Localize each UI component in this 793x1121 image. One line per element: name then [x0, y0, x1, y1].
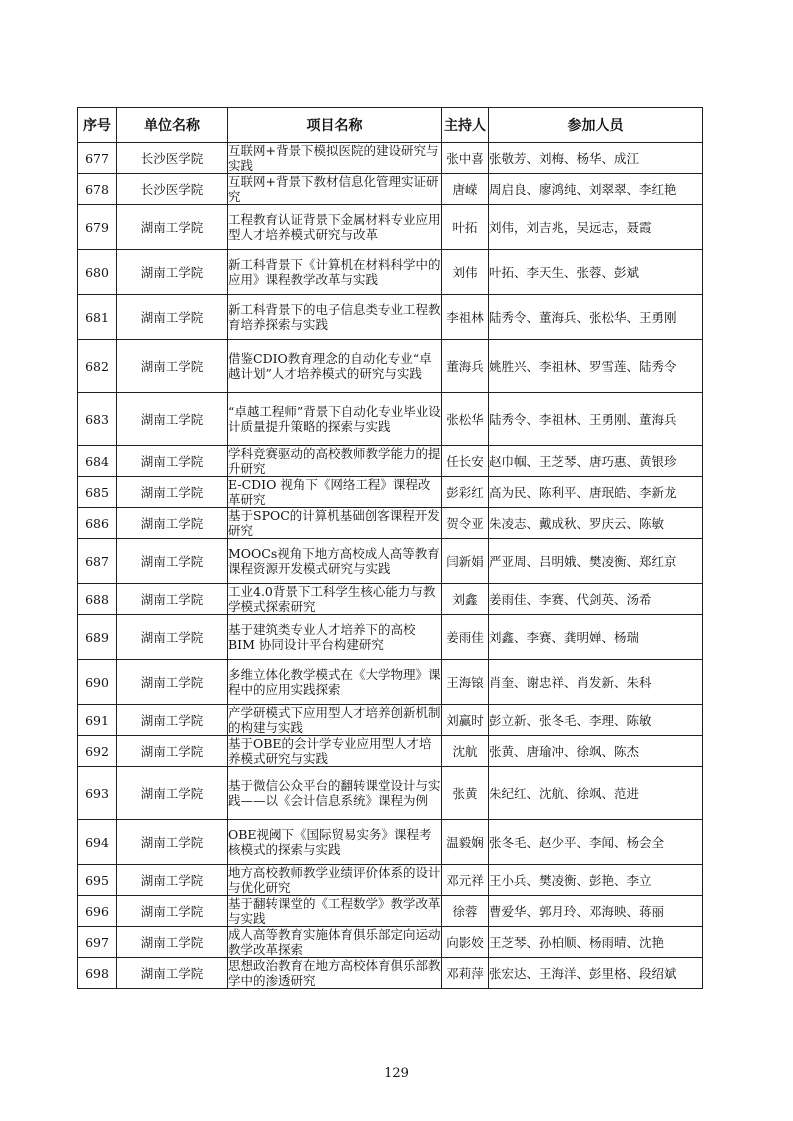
table-row: [78, 508, 703, 539]
unit-name: 湖南工学院: [117, 393, 228, 446]
row-number: 686: [78, 508, 117, 539]
unit-name: 湖南工学院: [117, 477, 228, 508]
header-members: 参加人员: [489, 108, 703, 143]
unit-name: 湖南工学院: [117, 820, 228, 865]
table-row: [78, 584, 703, 615]
project-table: [77, 107, 703, 989]
host-name: 闫新娟: [442, 539, 489, 584]
row-number: 696: [78, 896, 117, 927]
members: 姚胜兴、李祖林、罗雪莲、陆秀令: [489, 340, 703, 393]
table-row: [78, 615, 703, 660]
row-number: 698: [78, 958, 117, 989]
table-row: [78, 340, 703, 393]
host-name: 贺令亚: [442, 508, 489, 539]
members: 曹爱华、郭月玲、邓海映、蒋丽: [489, 896, 703, 927]
project-name: 地方高校教师教学业绩评价体系的设计与优化研究: [228, 865, 441, 895]
table-row: [78, 958, 703, 989]
project-name: 产学研模式下应用型人才培养创新机制的构建与实践: [228, 705, 441, 735]
host-name: 沈航: [442, 736, 489, 767]
members: 叶拓、李天生、张蓉、彭斌: [489, 250, 703, 295]
project-name: 互联网+背景下教材信息化管理实证研究: [228, 174, 442, 205]
project-name: 基于OBE的会计学专业应用型人才培养模式研究与实践: [228, 736, 442, 767]
host-name: 唐嵘: [442, 174, 489, 205]
project-name: 思想政治教育在地方高校体育俱乐部教学中的渗透研究: [228, 958, 441, 988]
members: 朱纪红、沈航、徐飒、范进: [489, 767, 703, 820]
row-number: 684: [78, 446, 117, 477]
host-name: 刘鑫: [442, 584, 489, 615]
project-name: “卓越工程师”背景下自动化专业毕业设计质量提升策略的探索与实践: [228, 393, 442, 446]
project-name: 工程教育认证背景下金属材料专业应用型人才培养模式研究与改革: [228, 205, 442, 250]
header-no: 序号: [78, 108, 117, 143]
members: 周启良、廖鸿纯、刘翠翠、李红艳: [489, 174, 703, 205]
row-number: 691: [78, 705, 117, 736]
host-name: 李祖林: [442, 295, 489, 340]
unit-name: 湖南工学院: [117, 958, 228, 989]
host-name: 张黄: [442, 767, 489, 820]
table-row: [78, 660, 703, 705]
host-name: 王海锿: [442, 660, 489, 705]
host-name: 张松华: [442, 393, 489, 446]
unit-name: 湖南工学院: [117, 736, 228, 767]
row-number: 695: [78, 865, 117, 896]
members: 张敬芳、刘梅、杨华、成江: [489, 143, 703, 174]
table-row: [78, 174, 703, 205]
table-row: [78, 736, 703, 767]
members: 张宏达、王海洋、彭里格、段绍斌: [489, 958, 703, 989]
header-project: 项目名称: [228, 108, 442, 143]
table-row: [78, 205, 703, 250]
unit-name: 湖南工学院: [117, 705, 228, 736]
host-name: 叶拓: [442, 205, 489, 250]
project-name: 新工科背景下的电子信息类专业工程教育培养探索与实践: [228, 295, 442, 340]
row-number: 677: [78, 143, 117, 174]
project-name: E-CDIO 视角下《网络工程》课程改革研究: [228, 477, 442, 508]
project-name: OBE视阈下《国际贸易实务》课程考核模式的探索与实践: [228, 820, 442, 865]
row-number: 681: [78, 295, 117, 340]
project-name: 基于翻转课堂的《工程数学》教学改革与实践: [228, 896, 441, 926]
host-name: 徐蓉: [442, 896, 489, 927]
table-row: [78, 865, 703, 896]
members: 张冬毛、赵少平、李闻、杨会全: [489, 820, 703, 865]
project-name: 工业4.0背景下工科学生核心能力与教学模式探索研究: [228, 584, 442, 615]
unit-name: 湖南工学院: [117, 508, 228, 539]
table-row: [78, 705, 703, 736]
table-row: [78, 820, 703, 865]
unit-name: 湖南工学院: [117, 584, 228, 615]
table-row: [78, 446, 703, 477]
page-number: 129: [384, 1066, 409, 1081]
unit-name: 长沙医学院: [117, 143, 228, 174]
row-number: 688: [78, 584, 117, 615]
members: 肖奎、谢忠祥、肖发新、朱科: [489, 660, 703, 705]
table-row: [78, 767, 703, 820]
table-row: [78, 539, 703, 584]
table-row: [78, 477, 703, 508]
project-name: 学科竞赛驱动的高校教师教学能力的提升研究: [228, 446, 441, 476]
members: 陆秀令、董海兵、张松华、王勇刚: [489, 295, 703, 340]
project-name: MOOCs视角下地方高校成人高等教育课程资源开发模式研究与实践: [228, 539, 442, 584]
unit-name: 湖南工学院: [117, 295, 228, 340]
row-number: 678: [78, 174, 117, 205]
table-header-row: [78, 108, 703, 143]
members: 刘伟，刘吉兆，吴远志，聂霞: [489, 205, 703, 250]
row-number: 690: [78, 660, 117, 705]
row-number: 692: [78, 736, 117, 767]
unit-name: 湖南工学院: [117, 539, 228, 584]
row-number: 694: [78, 820, 117, 865]
members: 张黄、唐瑜冲、徐飒、陈杰: [489, 736, 703, 767]
members: 刘鑫、李赛、龚明婵、杨瑞: [489, 615, 703, 660]
host-name: 邓元祥: [442, 865, 489, 896]
row-number: 683: [78, 393, 117, 446]
unit-name: 湖南工学院: [117, 250, 228, 295]
host-name: 彭彩红: [442, 477, 489, 508]
members: 王小兵、樊凌衡、彭艳、李立: [489, 865, 703, 896]
host-name: 刘伟: [442, 250, 489, 295]
project-name: 互联网+背景下模拟医院的建设研究与实践: [228, 143, 442, 174]
project-name: 借鉴CDIO教育理念的自动化专业“卓越计划”人才培养模式的研究与实践: [228, 340, 442, 393]
project-name: 基于SPOC的计算机基础创客课程开发研究: [228, 508, 440, 538]
members: 彭立新、张冬毛、李理、陈敏: [489, 705, 703, 736]
row-number: 697: [78, 927, 117, 958]
host-name: 向影姣: [442, 927, 489, 958]
unit-name: 湖南工学院: [117, 615, 228, 660]
project-name: 成人高等教育实施体育俱乐部定向运动教学改革探索: [228, 927, 441, 957]
table-row: [78, 927, 703, 958]
unit-name: 湖南工学院: [117, 865, 228, 896]
members: 高为民、陈利平、唐珉皓、李新龙: [489, 477, 703, 508]
members: 朱凌志、戴成秋、罗庆云、陈敏: [489, 508, 703, 539]
host-name: 董海兵: [442, 340, 489, 393]
row-number: 689: [78, 615, 117, 660]
table-row: [78, 896, 703, 927]
host-name: 刘赢时: [442, 705, 489, 736]
unit-name: 湖南工学院: [117, 896, 228, 927]
unit-name: 湖南工学院: [117, 660, 228, 705]
unit-name: 湖南工学院: [117, 446, 228, 477]
members: 赵巾帼、王芝琴、唐巧惠、黄银珍: [489, 446, 703, 477]
row-number: 682: [78, 340, 117, 393]
header-unit: 单位名称: [117, 108, 228, 143]
row-number: 679: [78, 205, 117, 250]
table-row: [78, 295, 703, 340]
header-host: 主持人: [442, 108, 489, 143]
members: 陆秀令、李祖林、王勇刚、董海兵: [489, 393, 703, 446]
unit-name: 长沙医学院: [117, 174, 228, 205]
project-name: 多维立体化教学模式在《大学物理》课程中的应用实践探索: [228, 660, 442, 705]
project-name: 基于微信公众平台的翻转课堂设计与实践——以《会计信息系统》课程为例: [228, 767, 442, 820]
unit-name: 湖南工学院: [117, 205, 228, 250]
row-number: 680: [78, 250, 117, 295]
host-name: 姜雨佳: [442, 615, 489, 660]
project-name: 基于建筑类专业人才培养下的高校BIM 协同设计平台构建研究: [228, 615, 442, 660]
unit-name: 湖南工学院: [117, 927, 228, 958]
host-name: 邓莉萍: [442, 958, 489, 989]
host-name: 任长安: [442, 446, 489, 477]
members: 严亚周、吕明娥、樊凌衡、郑红京: [489, 539, 703, 584]
table-row: [78, 250, 703, 295]
table-row: [78, 143, 703, 174]
host-name: 张中喜: [442, 143, 489, 174]
members: 姜雨佳、李赛、代剑英、汤希: [489, 584, 703, 615]
unit-name: 湖南工学院: [117, 340, 228, 393]
table-row: [78, 393, 703, 446]
unit-name: 湖南工学院: [117, 767, 228, 820]
project-name: 新工科背景下《计算机在材料科学中的应用》课程教学改革与实践: [228, 250, 442, 295]
row-number: 693: [78, 767, 117, 820]
row-number: 687: [78, 539, 117, 584]
host-name: 温毅娴: [442, 820, 489, 865]
table-body: [78, 143, 703, 989]
members: 王芝琴、孙柏顺、杨雨晴、沈艳: [489, 927, 703, 958]
row-number: 685: [78, 477, 117, 508]
